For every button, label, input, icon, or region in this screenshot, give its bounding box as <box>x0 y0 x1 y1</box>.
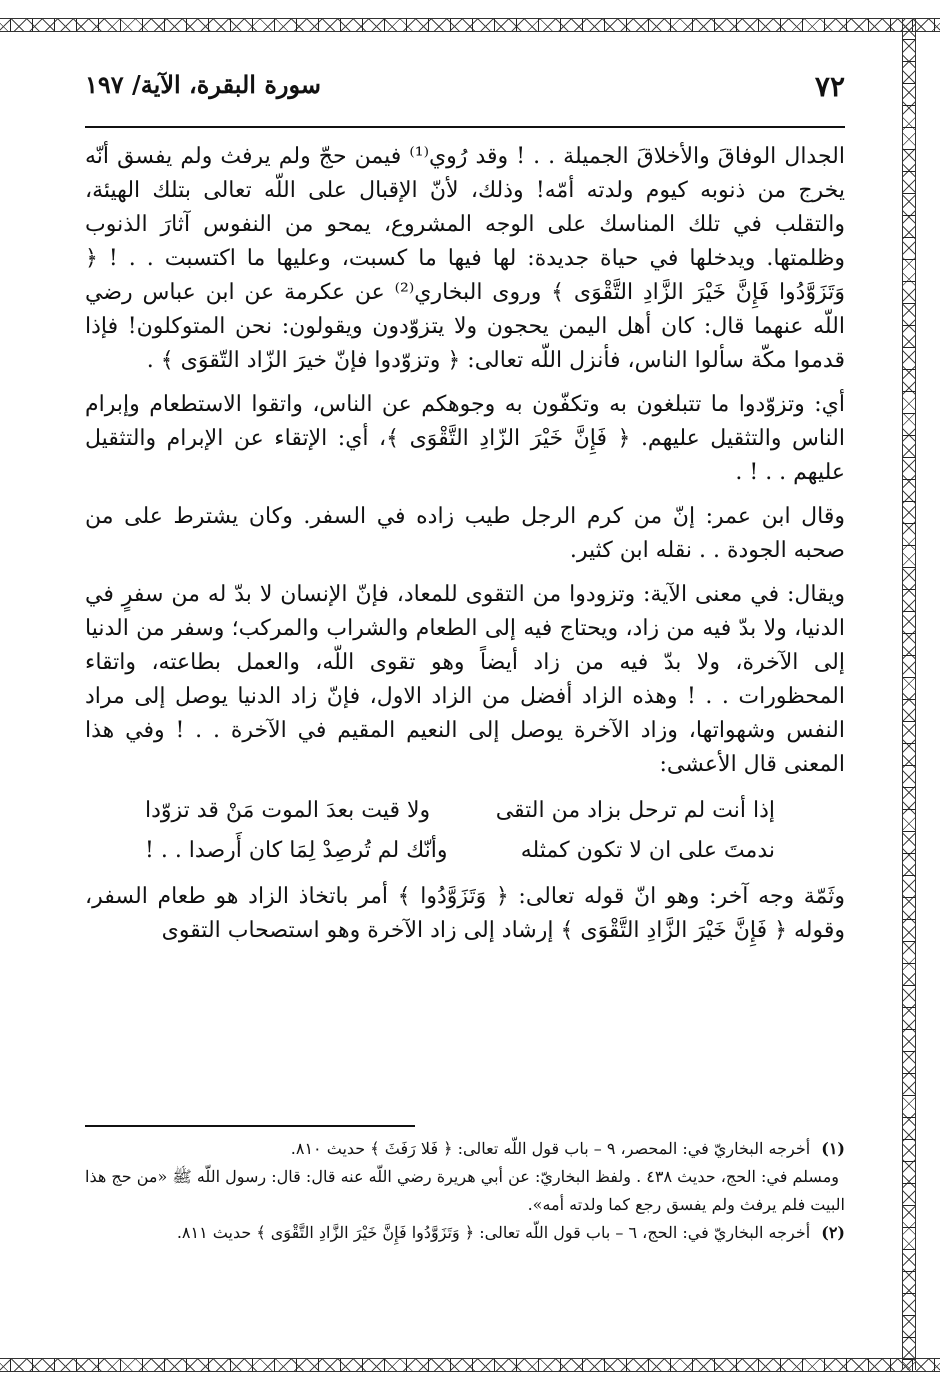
footnote-separator <box>85 1125 415 1127</box>
paragraph: الجدال الوفاقَ والأخلاقَ الجميلة . . ! وقد رُوي⁽¹⁾ فيمن حجّ ولم يرفث ولم يفسق أنّه يخرج من ذنوبه كيوم ولدته أمّه! وذلك، لأنّ الإقبال على اللّه تعالى بتلك الهيئة، والتقلب في تلك المناسك على الوجه المشروع، يمحو من النفوس آثارَ الذنوب وظلمتها. ويدخلها في حياة جديدة: لها فيها ما كسبت، وعليها ما اكتسبت . . ! ﴿ وَتَزَوَّدُوا فَإِنَّ خَيْرَ الزَّادِ التَّقْوَى ﴾ وروى البخاري⁽²⁾ عن عكرمة عن ابن عباس رضي اللّه عنهما قال: كان أهل اليمن يحجون ولا يتزوّدون ويقولون: نحن المتوكلون! فإذا قدموا مكّة سألوا الناس، فأنزل اللّه تعالى: ﴿ وتزوّدوا فإنّ خيرَ الزّاد التّقوَى ﴾ . <box>85 144 845 373</box>
decorative-border-right <box>902 18 916 1370</box>
poem-hemistich-second: ولا قيت بعدَ الموت مَنْ قد تزوّدا <box>145 798 431 823</box>
decorative-border-bottom <box>0 1358 940 1372</box>
footnote <box>85 1219 845 1247</box>
footnote <box>85 1135 845 1163</box>
main-text <box>85 140 845 958</box>
surah-title: سورة البقرة، الآية/ ١٩٧ <box>85 70 322 99</box>
footnote <box>85 1163 845 1219</box>
paragraph: أي: وتزوّدوا ما تتبلغون به وتكفّون به وجوهكم عن الناس، واتقوا الاستطعام وإبرام الناس والتثقيل عليهم. ﴿ فَإِنَّ خَيْرَ الزّادِ التَّقْوَى ﴾، أي: الإتقاء عن الإبرام والتثقيل عليهم . . ! . <box>85 392 845 485</box>
poem-hemistich-second: وأنّك لم تُرصِدْ لِمَا كان أَرصدا . . ! <box>145 838 448 863</box>
paragraph: وقال ابن عمر: إنّ من كرم الرجل طيب زاده في السفر. وكان يشترط على من صحبه الجودة . . نقله ابن كثير. <box>85 504 845 563</box>
poem-hemistich-first: ندمتَ على ان لا تكون كمثله <box>520 838 775 863</box>
footnotes <box>85 1135 845 1247</box>
poem <box>85 794 845 868</box>
footnote-text: أخرجه البخاريّ في: الحج، ٦ – باب قول اللّه تعالى: ﴿ وَتَزَوَّدُوا فَإِنَّ خَيْرَ الزَّادِ التَّقْوَى ﴾ حديث ٨١١. <box>176 1223 811 1242</box>
closing-paragraph: وثَمّة وجه آخر: وهو انّ قوله تعالى: ﴿ وَتَزَوَّدُوا ﴾ أمر باتخاذ الزاد هو طعام السفر، وقوله ﴿ فَإِنَّ خَيْرَ الزَّادِ التَّقْوَى ﴾ إرشاد إلى زاد الآخرة وهو استصحاب التقوى <box>85 884 845 943</box>
page-header <box>85 70 845 128</box>
footnote-number: (٢) <box>821 1223 845 1242</box>
decorative-border-top <box>0 18 940 32</box>
poem-verse <box>85 834 845 868</box>
poem-verse <box>85 794 845 828</box>
page-number: ٧٢ <box>814 70 845 103</box>
footnote-text: ومسلم في: الحج، حديث ٤٣٨ . ولفظ البخاريّ: عن أبي هريرة رضي اللّه عنه قال: قال: رسول اللّه ﷺ «من حج هذا البيت فلم يرفث ولم يفسق رجع كما ولدته أمه». <box>85 1167 845 1214</box>
footnote-number: (١) <box>821 1139 845 1158</box>
poem-hemistich-first: إذا أنت لم ترحل بزاد من التقى <box>495 798 775 823</box>
paragraph: ويقال: في معنى الآية: وتزودوا من التقوى للمعاد، فإنّ الإنسان لا بدّ له من سفرٍ في الدنيا، ولا بدّ فيه من زاد، ويحتاج فيه إلى الطعام والشراب والمركب؛ وسفر من الدنيا إلى الآخرة، ولا بدّ فيه من زاد أيضاً وهو تقوى اللّه، والعمل بطاعته، واتقاء المحظورات . . ! وهذه الزاد أفضل من الزاد الاول، فإنّ زاد الدنيا يوصل إلى مراد النفس وشهواتها، وزاد الآخرة يوصل إلى النعيم المقيم في الآخرة . . ! وفي هذا المعنى قال الأعشى: <box>85 582 845 777</box>
footnote-text: أخرجه البخاريّ في: المحصر، ٩ – باب قول اللّه تعالى: ﴿ فَلا رَفَثَ ﴾ حديث ٨١٠. <box>290 1139 811 1158</box>
